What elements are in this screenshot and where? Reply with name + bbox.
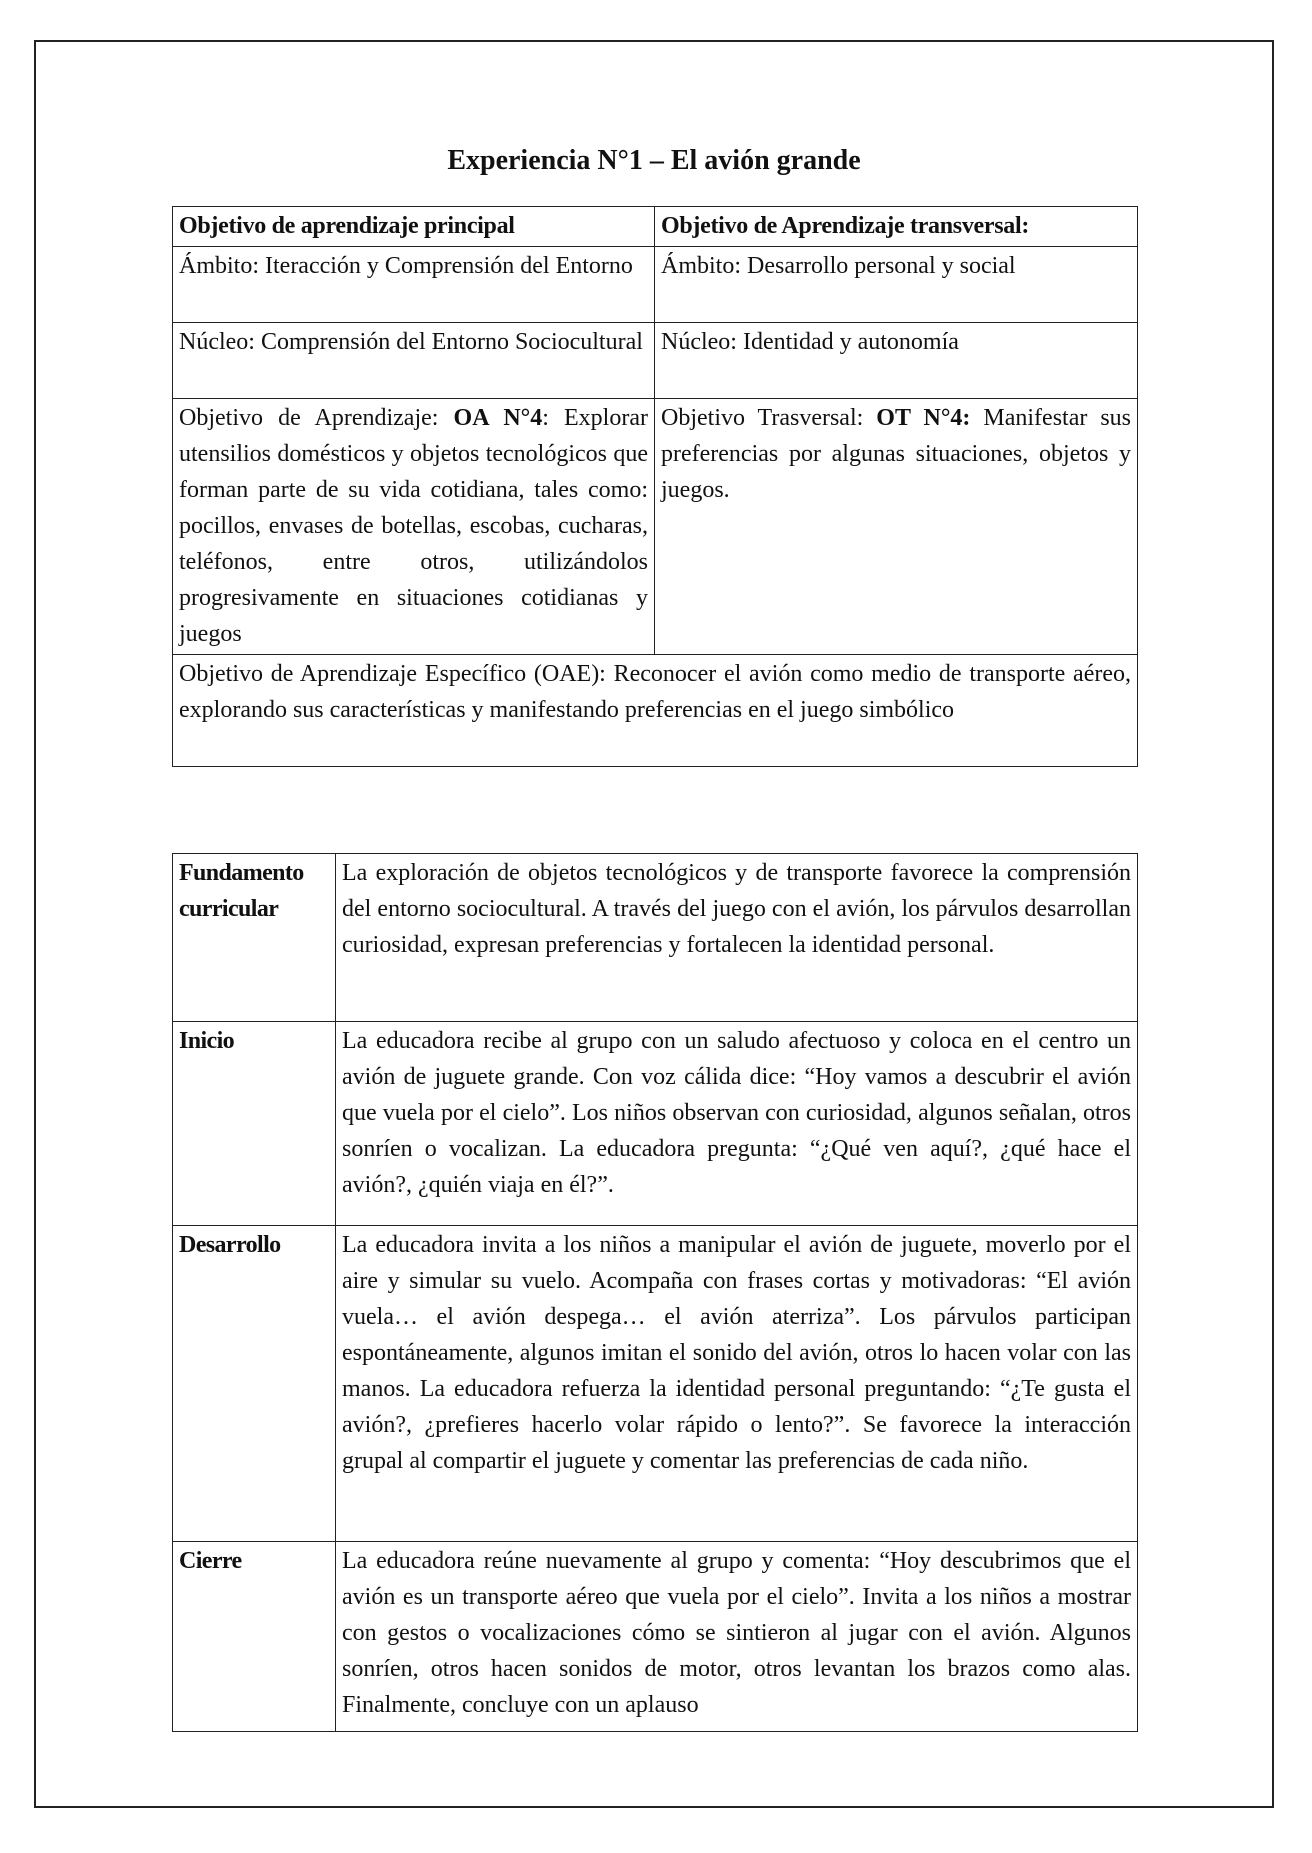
phase-text: La educadora invita a los niños a manipular el avión de juguete, moverlo por el aire y simular su vuelo. Acompaña con frases cortas y motivadoras: “El avión vuela… el avión despega… el avión aterriza”. Los párvulos participan espontáneamente, algunos imitan el sonido del avión, otros lo hacen volar con las manos. La educadora refuerza la identidad personal preguntando: “¿Te gusta el avión?, ¿prefieres hacerlo volar rápido o lento?”. Se favorece la interacción grupal al compartir el juguete y comentar las preferencias de cada niño. bbox=[336, 1226, 1138, 1542]
header-transversal-objective: Objetivo de Aprendizaje transversal: bbox=[655, 207, 1138, 247]
phase-row-inicio bbox=[173, 1022, 1138, 1226]
phase-row-cierre bbox=[173, 1542, 1138, 1732]
objectives-header-row bbox=[173, 207, 1138, 247]
nucleo-transversal-cell: Núcleo: Identidad y autonomía bbox=[655, 323, 1138, 399]
phase-row-desarrollo bbox=[173, 1226, 1138, 1542]
phase-text: La educadora recibe al grupo con un saludo afectuoso y coloca en el centro un avión de juguete grande. Con voz cálida dice: “Hoy vamos a descubrir el avión que vuela por el cielo”. Los niños observan con curiosidad, algunos señalan, otros sonríen o vocalizan. La educadora pregunta: “¿Qué ven aquí?, ¿qué hace el avión?, ¿quién viaja en él?”. bbox=[336, 1022, 1138, 1226]
oae-cell: Objetivo de Aprendizaje Específico (OAE): Reconocer el avión como medio de transporte aéreo, explorando sus características y manifestando preferencias en el juego simbólico bbox=[173, 655, 1138, 767]
document-title: Experiencia N°1 – El avión grande bbox=[447, 145, 861, 176]
oa-prefix: Objetivo de Aprendizaje: bbox=[179, 405, 454, 431]
phase-label: Cierre bbox=[173, 1542, 336, 1732]
nucleo-main-cell: Núcleo: Comprensión del Entorno Sociocultural bbox=[173, 323, 655, 399]
phase-label: Desarrollo bbox=[173, 1226, 336, 1542]
oae-row bbox=[173, 655, 1138, 767]
phase-text: La educadora reúne nuevamente al grupo y comenta: “Hoy descubrimos que el avión es un transporte aéreo que vuela por el cielo”. Invita a los niños a mostrar con gestos o vocalizaciones cómo se sintieron al jugar con el avión. Algunos sonríen, otros hacen sonidos de motor, otros levantan los brazos como alas. Finalmente, concluye con un aplauso bbox=[336, 1542, 1138, 1732]
phases-table bbox=[172, 853, 1138, 1732]
ot-code: OT N°4: bbox=[876, 405, 971, 431]
phase-label: Inicio bbox=[173, 1022, 336, 1226]
ot-cell bbox=[655, 399, 1138, 655]
phase-text: La exploración de objetos tecnológicos y de transporte favorece la comprensión del entorno sociocultural. A través del juego con el avión, los párvulos desarrollan curiosidad, expresan preferencias y fortalecen la identidad personal. bbox=[336, 854, 1138, 1022]
objective-detail-row bbox=[173, 399, 1138, 655]
oa-text: : Explorar utensilios domésticos y objetos tecnológicos que forman parte de su vida cotidiana, tales como: pocillos, envases de botellas, escobas, cucharas, teléfonos, entre otros, utilizándolos progresivamente en situaciones cotidianas y juegos bbox=[179, 405, 648, 647]
objectives-table bbox=[172, 206, 1138, 767]
ambito-transversal-cell: Ámbito: Desarrollo personal y social bbox=[655, 247, 1138, 323]
ot-text: Manifestar sus preferencias por algunas situaciones, objetos y juegos. bbox=[661, 405, 1132, 503]
oa-code: OA N°4 bbox=[453, 405, 543, 431]
nucleo-row bbox=[173, 323, 1138, 399]
phase-row-fundamento bbox=[173, 854, 1138, 1022]
oa-cell bbox=[173, 399, 655, 655]
ambito-main-cell: Ámbito: Iteracción y Comprensión del Entorno bbox=[173, 247, 655, 323]
header-main-objective: Objetivo de aprendizaje principal bbox=[173, 207, 655, 247]
ambito-row bbox=[173, 247, 1138, 323]
phase-label: Fundamento curricular bbox=[173, 854, 336, 1022]
ot-prefix: Objetivo Trasversal: bbox=[661, 405, 877, 431]
